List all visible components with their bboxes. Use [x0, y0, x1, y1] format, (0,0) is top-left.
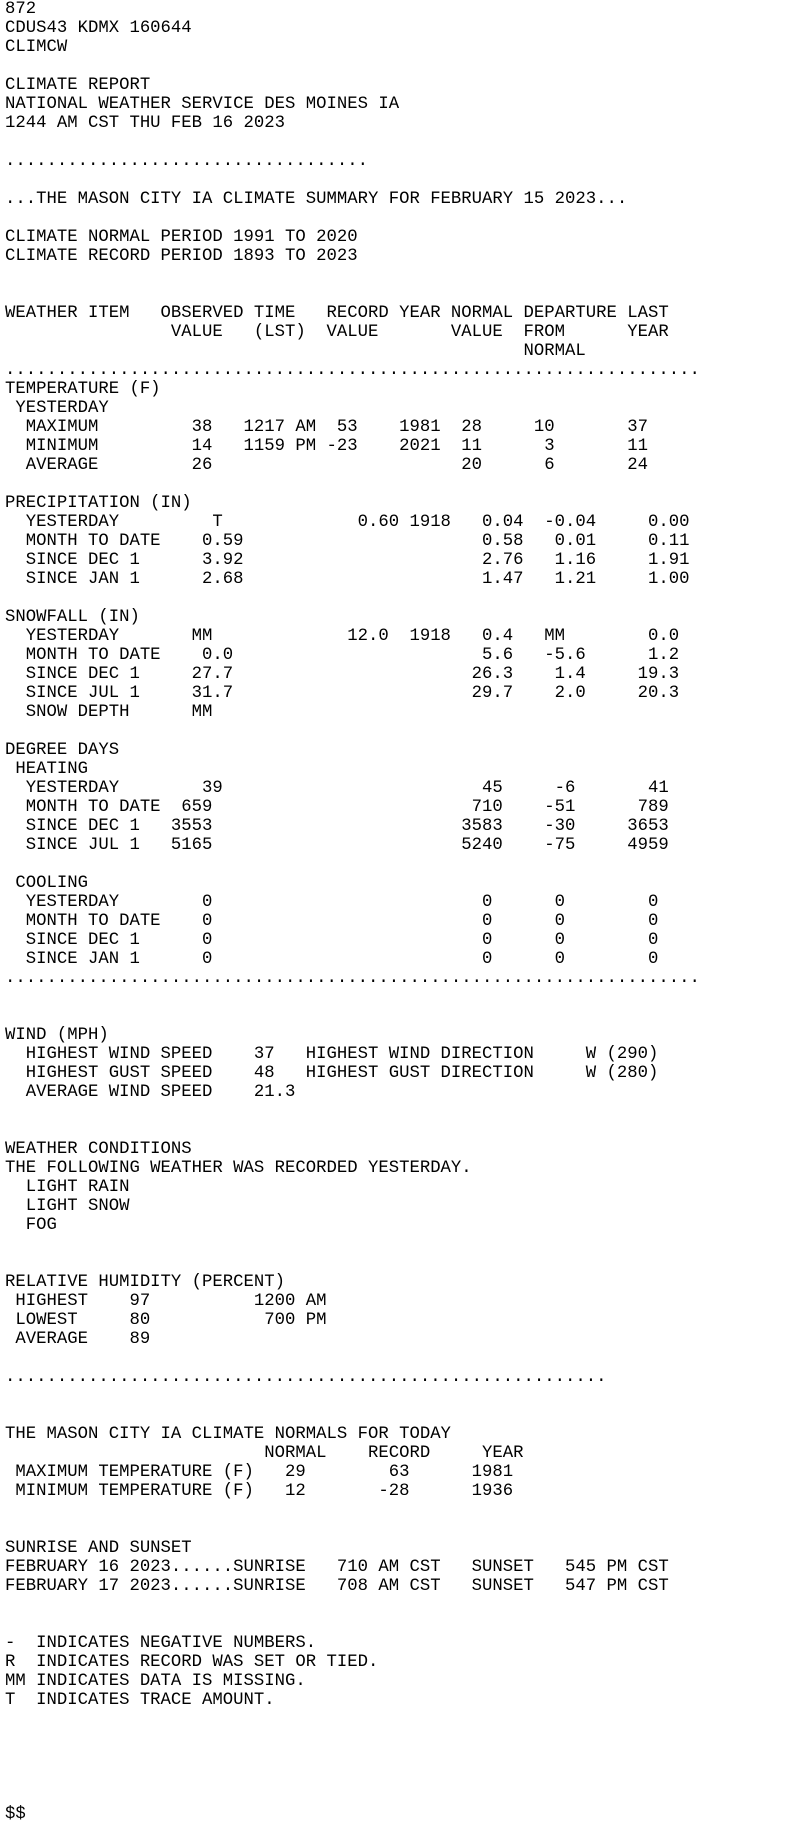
report-line [5, 1254, 810, 1273]
report-line: CLIMATE REPORT [5, 76, 151, 95]
report-line: NATIONAL WEATHER SERVICE DES MOINES IA [5, 95, 400, 114]
report-line: WEATHER ITEM OBSERVED TIME RECORD YEAR NORMAL DEPARTURE LAST [5, 304, 669, 323]
report-line [5, 1406, 810, 1425]
report-line: COOLING [5, 874, 88, 893]
report-line: ...THE MASON CITY IA CLIMATE SUMMARY FOR FEBRUARY 15 2023... [5, 190, 628, 209]
report-line [5, 285, 810, 304]
report-line: HEATING [5, 760, 88, 779]
report-line [5, 722, 810, 741]
report-line: THE FOLLOWING WEATHER WAS RECORDED YESTERDAY. [5, 1159, 472, 1178]
report-line: MONTH TO DATE 0.59 0.58 0.01 0.11 [5, 532, 690, 551]
report-line: FOG [5, 1216, 57, 1235]
report-line: MINIMUM 14 1159 PM -23 2021 11 3 11 [5, 437, 648, 456]
report-line: YESTERDAY MM 12.0 1918 0.4 MM 0.0 [5, 627, 680, 646]
report-line [5, 589, 810, 608]
report-line [5, 266, 810, 285]
report-line: HIGHEST WIND SPEED 37 HIGHEST WIND DIRECTION W (290) [5, 1045, 659, 1064]
report-line [5, 1729, 810, 1748]
report-line: MINIMUM TEMPERATURE (F) 12 -28 1936 [5, 1482, 514, 1501]
report-line: YESTERDAY 39 45 -6 41 [5, 779, 669, 798]
report-line: CLIMATE NORMAL PERIOD 1991 TO 2020 [5, 228, 358, 247]
report-line: HIGHEST 97 1200 AM [5, 1292, 327, 1311]
report-line: NORMAL [5, 342, 586, 361]
report-line: FEBRUARY 17 2023......SUNRISE 708 AM CST SUNSET 547 PM CST [5, 1577, 669, 1596]
report-line: T INDICATES TRACE AMOUNT. [5, 1691, 275, 1710]
report-line: YESTERDAY 0 0 0 0 [5, 893, 659, 912]
report-line: RELATIVE HUMIDITY (PERCENT) [5, 1273, 286, 1292]
report-line [5, 1710, 810, 1729]
report-line: VALUE (LST) VALUE VALUE FROM YEAR [5, 323, 669, 342]
report-line [5, 209, 810, 228]
report-line: TEMPERATURE (F) [5, 380, 161, 399]
report-line: 1244 AM CST THU FEB 16 2023 [5, 114, 286, 133]
report-line [5, 1121, 810, 1140]
report-line: 872 [5, 0, 37, 19]
report-line: NORMAL RECORD YEAR [5, 1444, 524, 1463]
report-line: AVERAGE WIND SPEED 21.3 [5, 1083, 296, 1102]
report-line: SINCE JAN 1 0 0 0 0 [5, 950, 659, 969]
report-line: MONTH TO DATE 659 710 -51 789 [5, 798, 669, 817]
report-line [5, 1387, 810, 1406]
report-line: YESTERDAY [5, 399, 109, 418]
report-line [5, 1235, 810, 1254]
report-line: PRECIPITATION (IN) [5, 494, 192, 513]
report-line: MONTH TO DATE 0 0 0 0 [5, 912, 659, 931]
report-line: SINCE JUL 1 31.7 29.7 2.0 20.3 [5, 684, 680, 703]
report-line: .......................................................... [5, 1368, 607, 1387]
report-line: CDUS43 KDMX 160644 [5, 19, 192, 38]
report-line [5, 57, 810, 76]
report-line: SINCE DEC 1 3.92 2.76 1.16 1.91 [5, 551, 690, 570]
report-line [5, 1349, 810, 1368]
report-line: SNOW DEPTH MM [5, 703, 213, 722]
report-line [5, 855, 810, 874]
report-line: SUNRISE AND SUNSET [5, 1539, 192, 1558]
report-line [5, 988, 810, 1007]
report-line: R INDICATES RECORD WAS SET OR TIED. [5, 1653, 379, 1672]
report-line: LOWEST 80 700 PM [5, 1311, 327, 1330]
report-line [5, 1786, 810, 1805]
report-line [5, 1748, 810, 1767]
report-line [5, 1615, 810, 1634]
report-line [5, 475, 810, 494]
report-line: SNOWFALL (IN) [5, 608, 140, 627]
report-line [5, 133, 810, 152]
report-line: LIGHT RAIN [5, 1178, 130, 1197]
report-line [5, 1102, 810, 1121]
report-line: WIND (MPH) [5, 1026, 109, 1045]
report-line [5, 1501, 810, 1520]
report-line: WEATHER CONDITIONS [5, 1140, 192, 1159]
report-line: $$ [5, 1805, 26, 1824]
report-line [5, 1767, 810, 1786]
report-line: THE MASON CITY IA CLIMATE NORMALS FOR TODAY [5, 1425, 451, 1444]
report-line: SINCE JAN 1 2.68 1.47 1.21 1.00 [5, 570, 690, 589]
report-line [5, 1520, 810, 1539]
report-line: CLIMCW [5, 38, 68, 57]
report-line: AVERAGE 26 20 6 24 [5, 456, 648, 475]
report-line [5, 1007, 810, 1026]
report-line: - INDICATES NEGATIVE NUMBERS. [5, 1634, 317, 1653]
report-line: AVERAGE 89 [5, 1330, 151, 1349]
report-line: HIGHEST GUST SPEED 48 HIGHEST GUST DIRECTION W (280) [5, 1064, 659, 1083]
report-line: ................................................................... [5, 969, 700, 988]
report-line: YESTERDAY T 0.60 1918 0.04 -0.04 0.00 [5, 513, 690, 532]
report-line: SINCE DEC 1 27.7 26.3 1.4 19.3 [5, 665, 680, 684]
report-line: MAXIMUM 38 1217 AM 53 1981 28 10 37 [5, 418, 648, 437]
report-line: MM INDICATES DATA IS MISSING. [5, 1672, 306, 1691]
report-line: CLIMATE RECORD PERIOD 1893 TO 2023 [5, 247, 358, 266]
report-line: LIGHT SNOW [5, 1197, 130, 1216]
report-line: SINCE DEC 1 0 0 0 0 [5, 931, 659, 950]
report-line: ................................................................... [5, 361, 700, 380]
report-line: FEBRUARY 16 2023......SUNRISE 710 AM CST SUNSET 545 PM CST [5, 1558, 669, 1577]
report-line: DEGREE DAYS [5, 741, 120, 760]
report-line: SINCE DEC 1 3553 3583 -30 3653 [5, 817, 669, 836]
report-line [5, 171, 810, 190]
report-line: ................................... [5, 152, 368, 171]
report-line: MAXIMUM TEMPERATURE (F) 29 63 1981 [5, 1463, 514, 1482]
report-line: MONTH TO DATE 0.0 5.6 -5.6 1.2 [5, 646, 680, 665]
report-line [5, 1596, 810, 1615]
report-line: SINCE JUL 1 5165 5240 -75 4959 [5, 836, 669, 855]
